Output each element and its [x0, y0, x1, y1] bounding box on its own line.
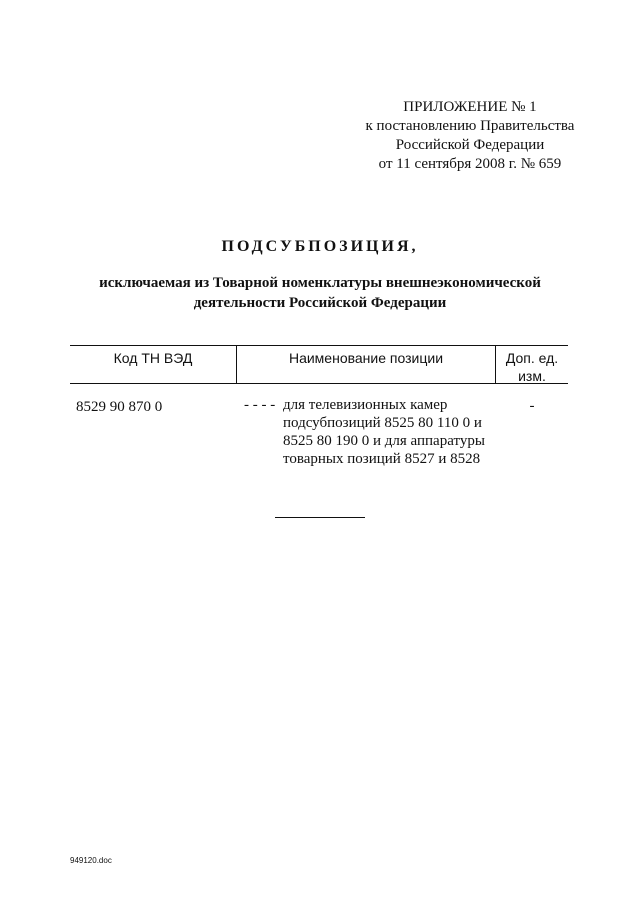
table-top-rule	[70, 345, 568, 346]
header-name: Наименование позиции	[288, 350, 444, 366]
row-code: 8529 90 870 0	[76, 399, 163, 415]
row-name	[283, 396, 503, 468]
row-unit: -	[529, 398, 535, 414]
row-name-line-2: подсубпозиций 8525 80 110 0 и	[283, 415, 482, 431]
appendix-issuer: Российской Федерации	[395, 137, 545, 153]
document-subtitle	[60, 273, 580, 313]
appendix-date: от 11 сентября 2008 г. № 659	[378, 156, 562, 172]
end-rule	[275, 517, 365, 518]
header-code: Код ТН ВЭД	[113, 350, 193, 366]
appendix-number: ПРИЛОЖЕНИЕ № 1	[403, 99, 537, 115]
row-name-line-3: 8525 80 190 0 и для аппаратуры	[283, 433, 485, 449]
row-name-line-4: товарных позиций 8527 и 8528	[283, 451, 481, 467]
footer-doc-ref: 949120.doc	[70, 856, 112, 865]
table-header-rule	[70, 383, 568, 384]
header-unit-line-2: изм.	[518, 368, 546, 384]
row-dashes: - - - -	[244, 397, 276, 413]
header-unit	[496, 349, 568, 385]
appendix-block	[320, 98, 620, 174]
document-title: ПОДСУБПОЗИЦИЯ,	[221, 238, 419, 255]
subtitle-line-2: деятельности Российской Федерации	[193, 295, 447, 311]
header-unit-line-1: Доп. ед.	[505, 350, 559, 366]
row-name-line-1: для телевизионных камер	[283, 397, 448, 413]
appendix-reference: к постановлению Правительства	[365, 118, 575, 134]
subtitle-line-1: исключаемая из Товарной номенклатуры внешнеэкономической	[99, 275, 541, 291]
